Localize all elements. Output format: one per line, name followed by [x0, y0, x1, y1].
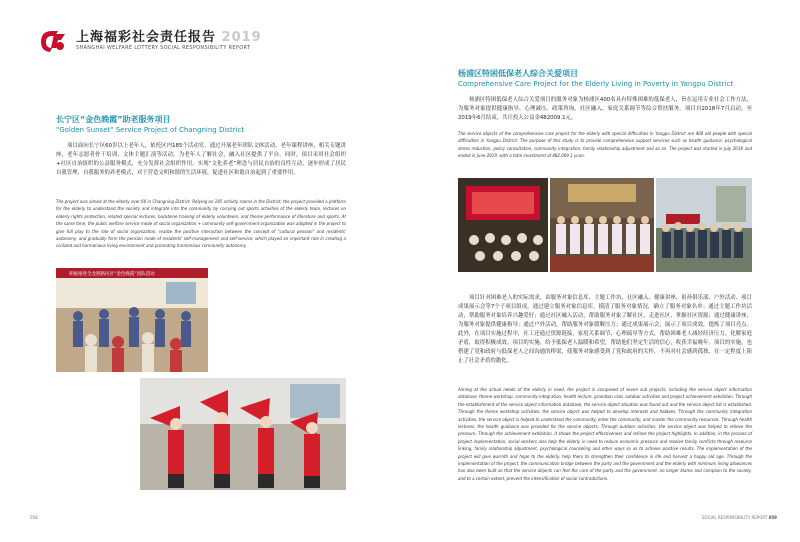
- photo-fan-dance: [140, 378, 346, 490]
- photo-banner-text: 积极推进全龙照路民区“金色晚霞”团队活动: [66, 270, 158, 278]
- photo-seniors-exercise-image: [56, 268, 208, 372]
- photo-outdoor-group: [656, 178, 752, 272]
- section-intro-en: The service objects of the comprehensive care project for the elderly with special difficulties in Yangpu District are 400 old people with special difficulties in Yangpu District. The purpose of this study is to provide comprehensive support services such as health guidance, psychological stress reduction, policy consultation, community integration, family relationship adjustment and so on. The project was started in July 2018 and ended in June 2019, with a total investment of 482,009.1 yuan.: [458, 131, 752, 159]
- photo-lecture: [458, 178, 548, 272]
- photo-seniors-exercise: [56, 268, 208, 372]
- footer-label: SOCIAL RESPONSIBILITY REPORT: [702, 515, 768, 520]
- section-title-cn: 长宁区“金色晚霞”助老服务项目: [56, 115, 171, 124]
- photo-lecture-image: [458, 178, 548, 272]
- footer-page-number-right: 059: [768, 515, 777, 520]
- section-body-cn: 项目针对困难老人的实际需求，由服务对象信息库、主题工作坊、社区融入、健康讲座、祖孙俱乐部、户外活动、项目成果展示会等7个子项目组成。通过建立服务对象信息库，摸清了服务对象情况，确立了服务对象名单；通过主题工作坊活动，帮助服务对象培养兴趣爱好；通过社区融入活动，帮助服务对象了解社区，走进社区、掌握社区资源；通过健康讲座，为服务对象提供健康指导；通过户外活动，帮助服务对象缓解压力；通过成果展示会，展示了项目成效，提炼了项目亮点。此外，在项目实施过程中，社工还通过资源链接，家庭关系调节、心理疏导等方式，帮助困难老人减轻经济压力，化解家庭矛盾，取得积极成效。项目的实施，给予低保老人温暖和希望，帮助他们坚定生活的信心，收获幸福晚年。项目的实施，也搭建了党和政府与低保老人之间沟通的桥梁，使服务对象感受到了党和政府的关怀，不再对社会感到孤独，在一定程度上阻止了社会矛盾的激化。: [458, 295, 752, 364]
- welfare-lottery-logo-icon: [38, 28, 68, 54]
- photo-outdoor-group-image: [656, 178, 752, 272]
- photo-choir: [550, 178, 654, 272]
- section-title-cn: 杨浦区特困低保老人综合关爱项目: [458, 69, 578, 78]
- report-title-en: SHANGHAI WELFARE LOTTERY SOCIAL RESPONSIBILITY REPORT: [76, 45, 251, 51]
- report-year: 2019: [221, 30, 262, 45]
- report-title-cn: 上海福彩社会责任报告: [76, 30, 217, 45]
- photo-choir-image: [550, 178, 654, 272]
- report-title: [76, 26, 262, 45]
- section-body-en: Aiming at the actual needs of the elderly in need, the project is composed of seven sub projects, including the service object information database, theme workshop, community integration, health lecture, grandson club, outdoor activities and project achievement exhibition. Through the establishment of the service object information database, the service object situation was found out and the service object list is established. Through the theme workshop activities, the service object was helped to develop interests and hobbies. Through the community integration activities, the service object is helped to understand the community, enter the community, and master the community resources. Through health lectures, the health guidance was provided for the service objects. Through outdoor activities, the service object was helped to relieve the pressure. Through the achievement exhibition, it shows the project effectiveness and refines the project highlights. In addition, in the process of project implementation, social workers also help the elderly in need to reduce economic pressure and resolve family conflicts through resource linking, family relationship adjustment, psychological counseling and other ways so as to achieve positive results. The implementation of the project will give warmth and hope to the elderly, help them to strengthen their confidence in life and harvest a happy old age. Through the implementation of the project, the communication bridge between the party and the government and the elderly with minimum living allowances has also been built so that the service objects can feel the care of the party and the government, no longer blame and complain to the society, and to a certain extent, prevent the intensification of social contradictions.: [458, 387, 752, 481]
- footer-right: [702, 515, 777, 520]
- section-body-en: The project was aimed at the elderly over 60 in Changning District. Relying on 185 activity rooms in the District, the project provided a platform for the elderly to understand the society and integrate into the community by carrying out sports activities of the elderly team, lectures on elderly rights protection, related special lectures, backbone training of elderly volunteers, and theme performance of literature and sports. At the same time, the public welfare service mode of social organization + community self-government organization was adopted in the project to give full play to the role of social organization, realize the positive interaction between the concept of "cultural pension" and residents' autonomy, and gradually form the pension mode of residents' self-management and self-service, which played an important role in creating a civilized and harmonious living environment and promoting harmonious community autonomy.: [56, 199, 346, 249]
- section-body-cn: 项目面向长宁区60岁以上老年人，依托区内185个活动室，通过开展老年团队文体活动、老年课程讲座，相关专题讲座，老年志愿者骨干培训、文体主题汇演等活动，为老年人了解社会，融入社区提供了平台。同时，项目采用社会组织+社区自治组织的公益服务模式，充分发挥社会组织作用，实现“文化养老”理念与居民自治的良性互动，逐步形成了居民自我管理、自我服务的养老模式，对于营造文明和谐的生活环境，促进社区和谐自治起到了重要作用。: [56, 143, 346, 176]
- footer-page-number-left: 058: [30, 515, 38, 520]
- section-intro-cn: 杨浦区特困低保老人综合关爱项目的服务对象为杨浦区400名具有特殊困难的低保老人，旨在运用专业社会工作方法，为服务对象提供健康指导、心理减压、政策咨询、社区融入、家庭关系调节等综合帮扶服务。项目自2018年7月启动，至2019年6月结束，共计投入公益金482009.1元。: [458, 97, 752, 121]
- section-title-en: Comprehensive Care Project for the Elderly Living in Poverty in Yangpu District: [458, 80, 734, 88]
- section-title-en: "Golden Sunset" Service Project of Changning District: [56, 126, 245, 134]
- photo-fan-dance-image: [140, 378, 346, 490]
- right-page: [400, 0, 800, 542]
